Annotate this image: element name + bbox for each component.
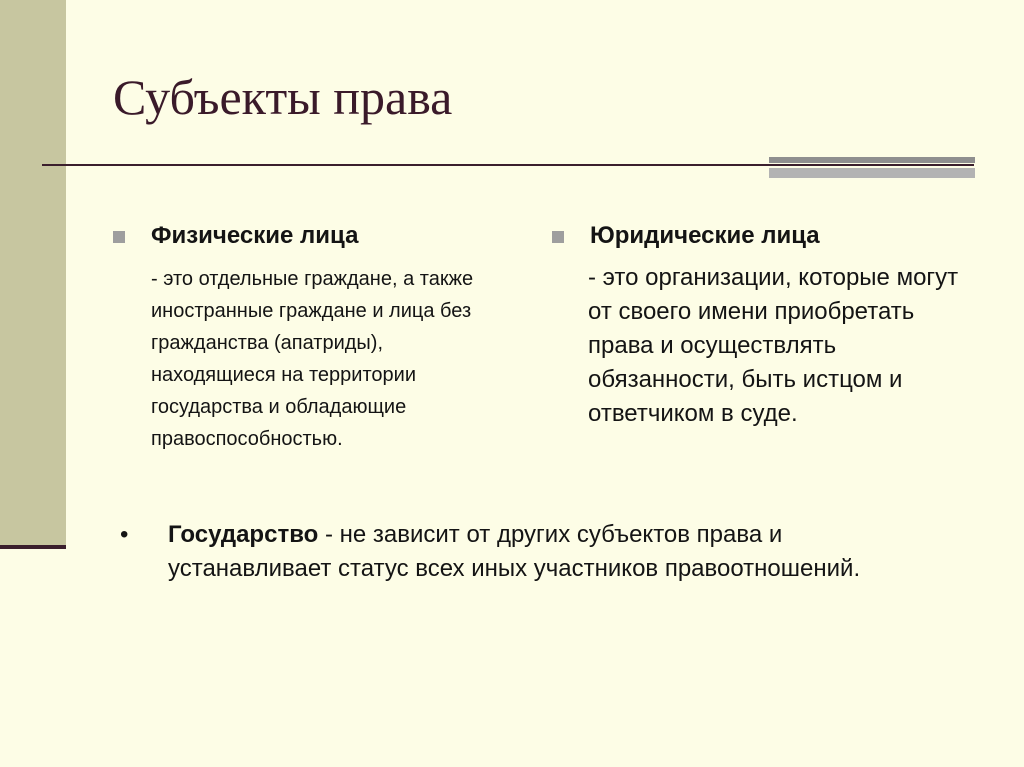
title-accent-bar-dark xyxy=(769,157,975,163)
side-band-divider xyxy=(0,545,66,549)
legal-persons-text: - это организации, которые могут от своего имени приобретать права и осуществлять обязанности, быть истцом и ответчиком в суде. xyxy=(588,264,959,427)
round-bullet-icon: • xyxy=(120,521,129,548)
title-rule xyxy=(42,164,974,166)
square-bullet-icon xyxy=(552,231,564,243)
physical-persons-text: - это отдельные граждане, а также иностранные граждане и лица без гражданства (апатриды), находящиеся на территории государства и обладающие правоспособностью. xyxy=(151,268,474,450)
slide-title: Субъекты права xyxy=(113,69,453,125)
state-text-block xyxy=(168,518,928,586)
physical-persons-heading: Физические лица xyxy=(151,222,359,249)
title-accent-bar-light xyxy=(769,168,975,178)
state-description: - не зависит от других субъектов права и устанавливает статус всех иных участников правоотношений. xyxy=(168,521,861,582)
square-bullet-icon xyxy=(113,231,125,243)
state-term: Государство xyxy=(168,521,319,548)
legal-persons-heading: Юридические лица xyxy=(590,222,820,249)
side-band xyxy=(0,0,66,548)
